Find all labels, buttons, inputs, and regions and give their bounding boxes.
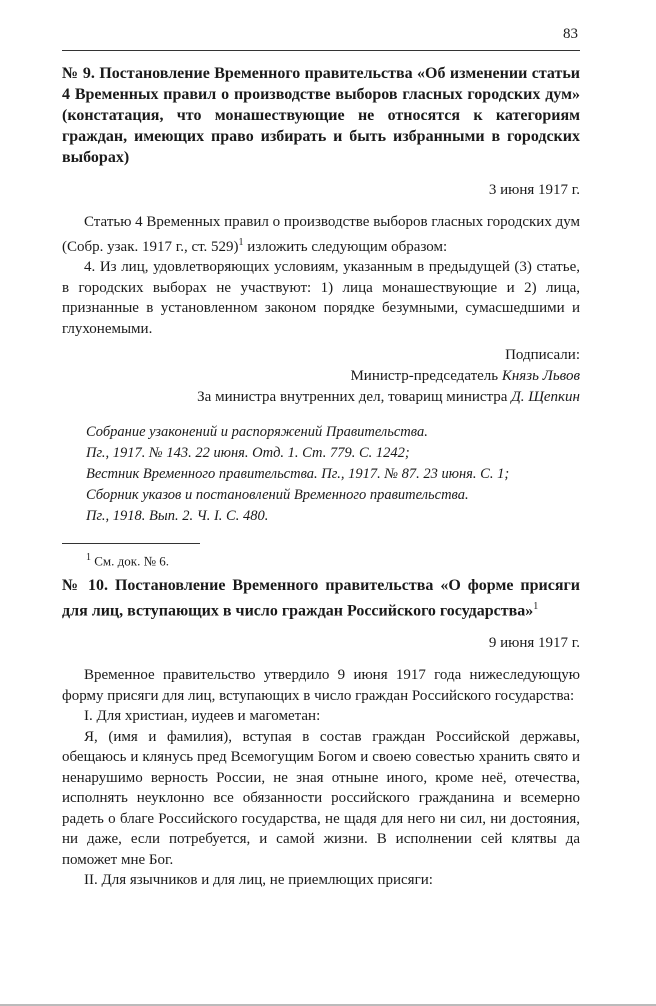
- footnote-mark: 1: [86, 552, 91, 563]
- doc9-paragraph-1: [62, 212, 580, 257]
- doc10-title-text: № 10. Постановление Временного правительства «О форме присяги для лиц, вступающих в число граждан Российского государства»: [62, 577, 580, 620]
- footnote-text: См. док. № 6.: [91, 553, 169, 569]
- signed-label: Подписали:: [505, 347, 580, 363]
- doc9-paragraph-2: 4. Из лиц, удовлетворяющих условиям, указанным в предыдущей (3) статье, в городских выборах не участвуют: 1) лица монашествующие и 2) лица, признанные в установленном законом порядке безумными, сумасшедшими и глухонемыми.: [62, 259, 580, 337]
- doc9-paragraph-1-text: Статью 4 Временных правил о производстве выборов гласных городских дум (Собр. узак. 1917 г., ст. 529): [62, 214, 580, 255]
- document-9: [62, 63, 580, 569]
- doc10-paragraph-4: II. Для язычников и для лиц, не приемлющих присяги:: [84, 872, 433, 889]
- page-number: 83: [563, 26, 578, 42]
- sources-block: [62, 422, 580, 527]
- source-line: Пг., 1918. Вып. 2. Ч. I. С. 480.: [86, 508, 269, 524]
- doc10-paragraph-2: I. Для христиан, иудеев и магометан:: [84, 708, 321, 725]
- doc9-date: 3 июня 1917 г.: [488, 182, 580, 198]
- footnote: [62, 552, 580, 569]
- source-line: Пг., 1917. № 143. 22 июня. Отд. 1. Ст. 779. С. 1242;: [86, 445, 410, 461]
- doc10-paragraph-1: Временное правительство утвердило 9 июня 1917 года нижеследующую форму присяги для лиц, вступающих в число граждан Российского государства:: [62, 667, 580, 704]
- signature-2: [62, 387, 580, 408]
- doc9-paragraph-1-end: изложить следующим образом:: [243, 238, 448, 255]
- header-rule: [62, 50, 580, 51]
- footnote-rule: [62, 543, 200, 544]
- doc10-title-footnote-ref: 1: [533, 601, 539, 612]
- source-line: Сборник указов и постановлений Временного правительства.: [86, 487, 469, 503]
- doc10-date: 9 июня 1917 г.: [488, 635, 580, 652]
- source-line: Вестник Временного правительства. Пг., 1917. № 87. 23 июня. С. 1;: [86, 466, 510, 482]
- doc10-paragraph-3: Я, (имя и фамилия), вступая в состав граждан Российской державы, обещаюсь и клянусь пред Всемогущим Богом и своею совестью хранить свято и ненарушимо верность России, не зная отныне иного, кроме неё, отечества, исполнять неуклонно все обязанности российского гражданина и всемерно радеть о благе Российского государства, не щадя для него ни сил, ни достояния, ни даже, если потребуется, и самой жизни. В исполнении сей клятвы да поможет мне Бог.: [62, 728, 580, 868]
- signature-2-role: За министра внутренних дел, товарищ министра: [197, 389, 512, 405]
- footnote-ref: 1: [238, 236, 244, 248]
- signature-1: [62, 366, 580, 387]
- document-10: [62, 575, 580, 891]
- signature-2-name: Д. Щепкин: [511, 389, 580, 405]
- doc9-title: № 9. Постановление Временного правительства «Об изменении статьи 4 Временных правил о производстве выборов гласных городских дум» (констатация, что монашествующие не относятся к категориям граждан, имеющих право избирать и быть избранными в городских выборах): [62, 65, 580, 166]
- source-line: Собрание узаконений и распоряжений Правительства.: [86, 424, 428, 440]
- signature-1-role: Министр-председатель: [350, 368, 502, 384]
- doc10-title: [62, 575, 580, 621]
- signature-1-name: Князь Львов: [501, 368, 580, 384]
